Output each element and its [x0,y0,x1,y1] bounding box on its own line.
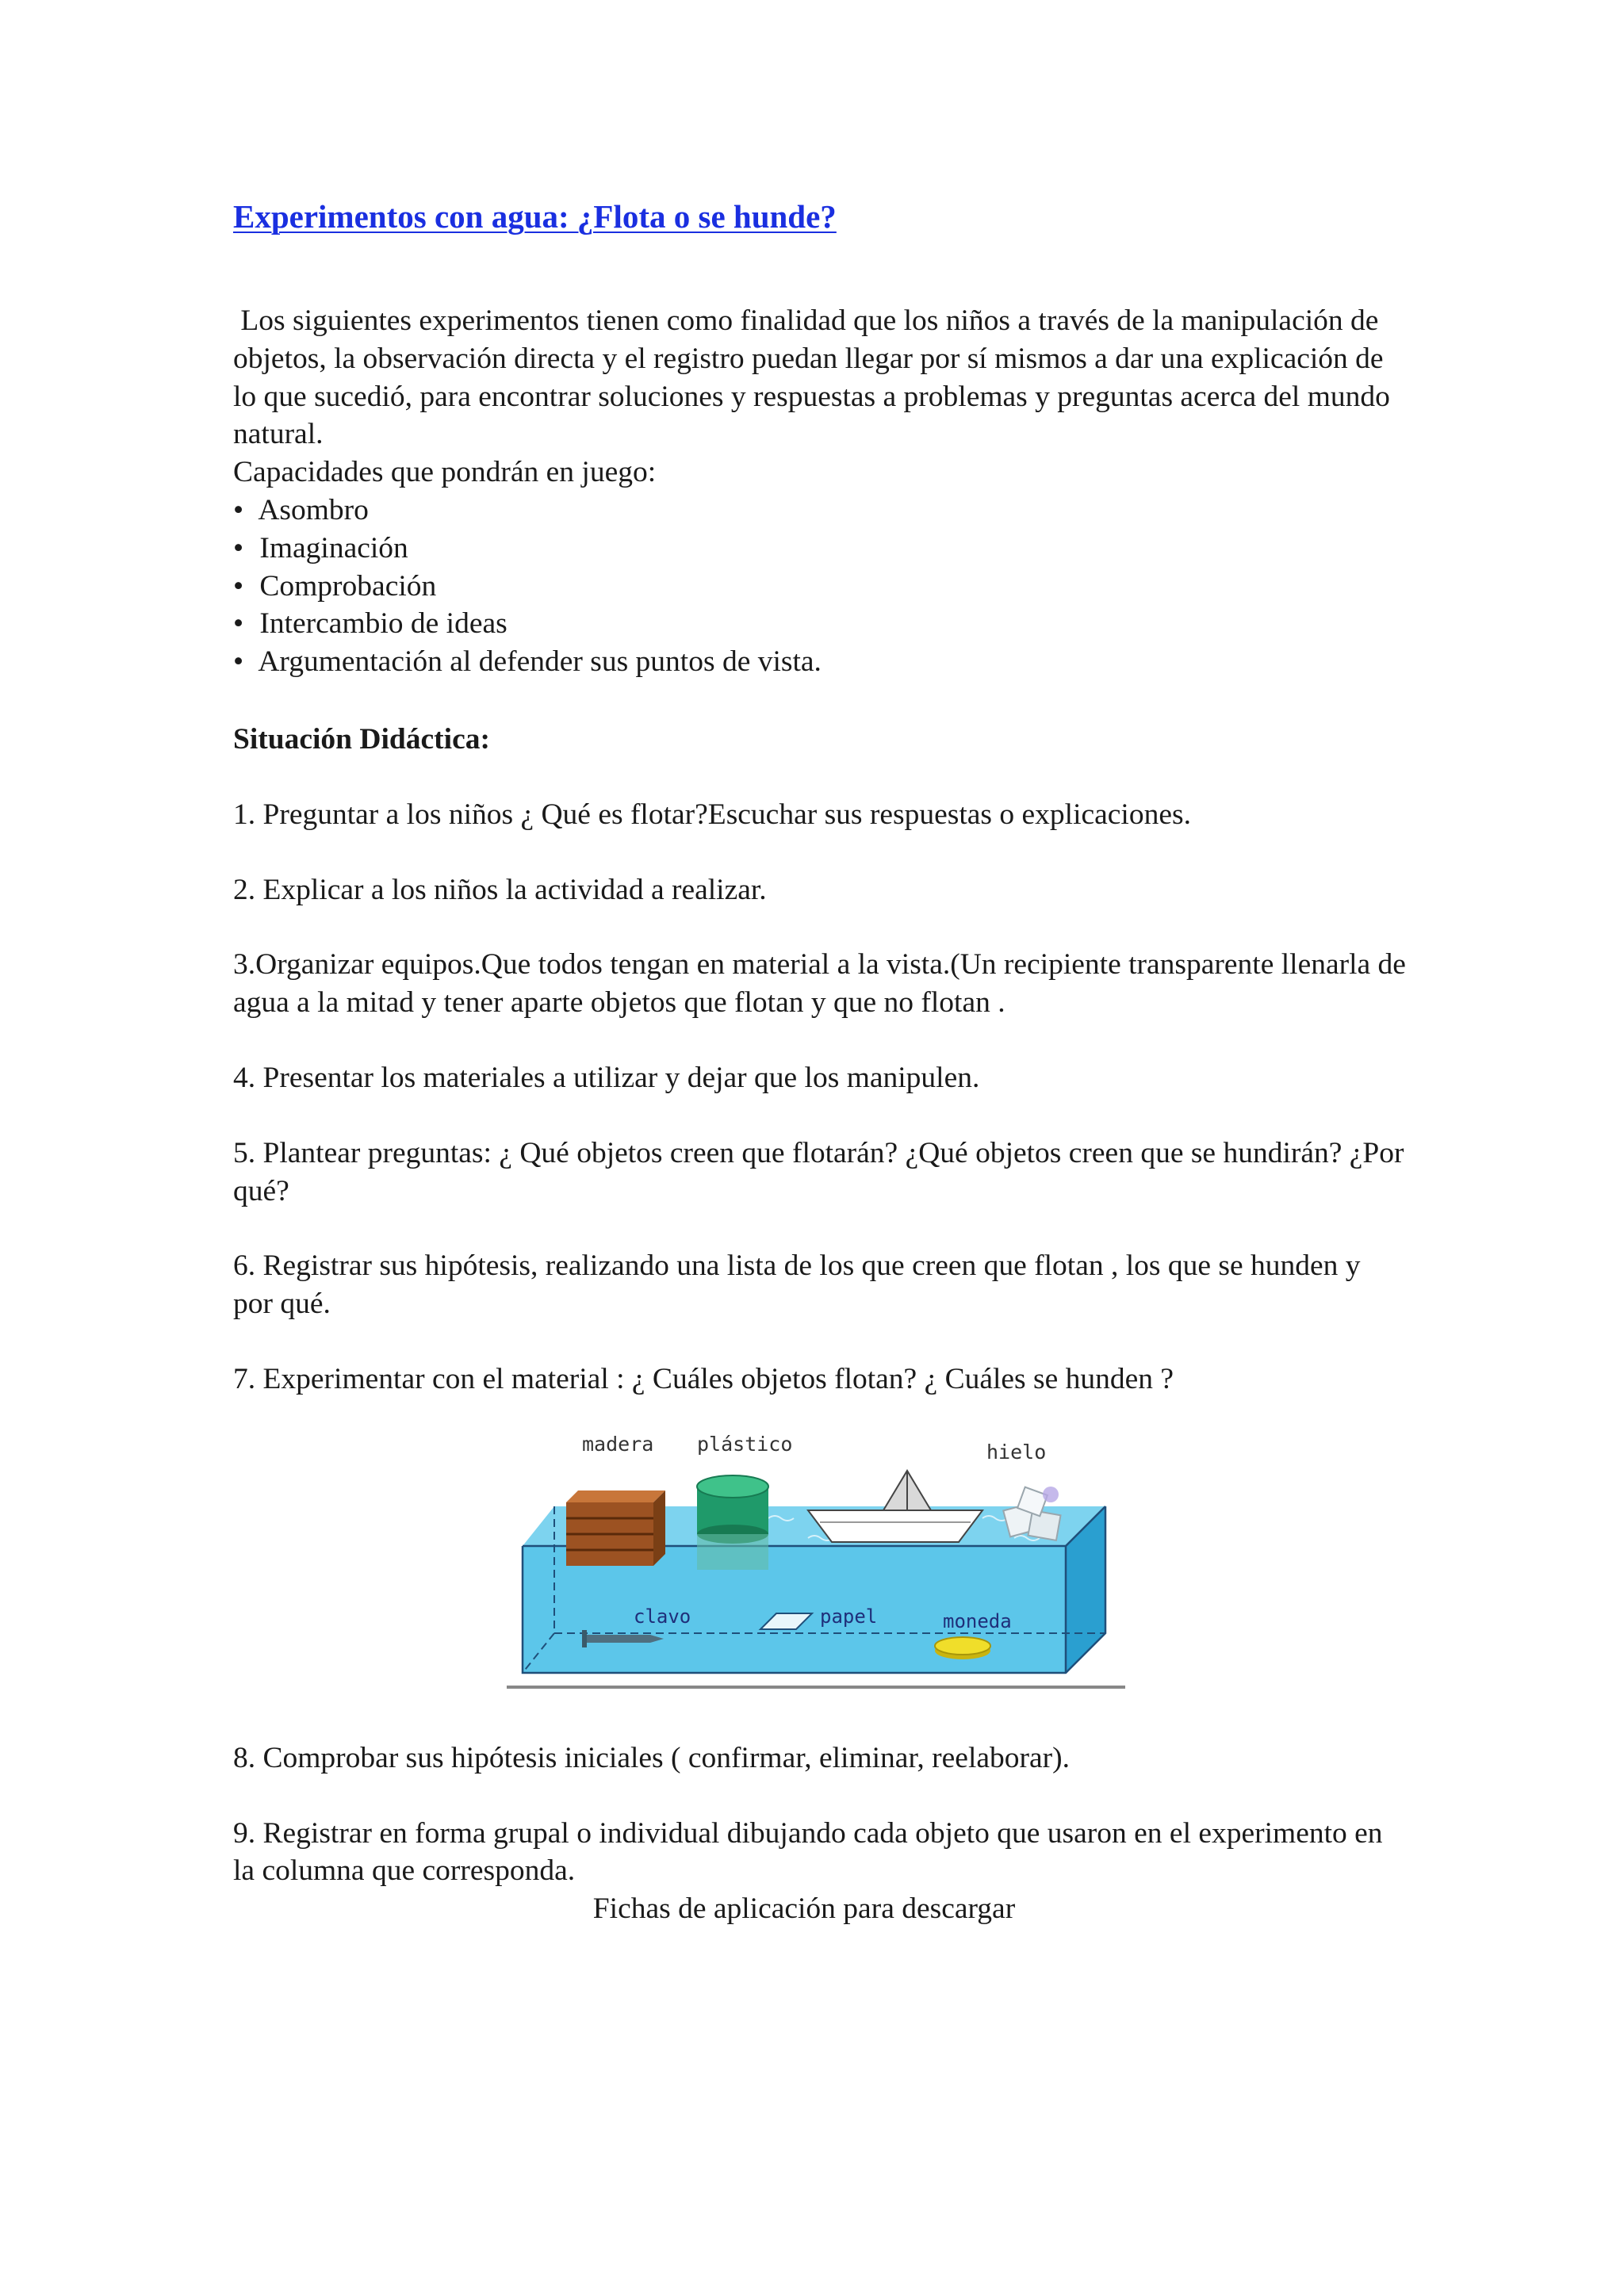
step-item: 2. Explicar a los niños la actividad a realizar. [233,873,767,906]
step-item: 4. Presentar los materiales a utilizar y dejar que los manipulen. [233,1061,980,1094]
capacity-label: Asombro [258,493,369,526]
document-page [233,194,1407,1928]
step-item: 8. Comprobar sus hipótesis iniciales ( confirmar, eliminar, reelaborar). [233,1741,1070,1774]
bullet-icon: • [233,645,244,679]
bullet-icon: • [233,569,244,603]
label-madera: madera [582,1432,654,1456]
label-moneda: moneda [943,1609,1012,1632]
label-clavo: clavo [634,1605,691,1628]
list-item [233,530,1407,568]
capacity-label: Argumentación al defender sus puntos de vista. [258,645,822,679]
step-item: 9. Registrar en forma grupal o individual dibujando cada objeto que usaron en el experimento en la columna que corresponda. [233,1816,1383,1888]
list-item [233,643,1407,681]
step-item: 1. Preguntar a los niños ¿ Qué es flotar?Escuchar sus respuestas o explicaciones. [233,798,1191,831]
intro-section [233,302,1407,681]
label-plastico: plástico [697,1432,793,1456]
bullet-icon: • [233,531,244,564]
float-sink-illustration [233,1419,1407,1689]
list-item [233,605,1407,643]
bullet-icon: • [233,607,244,641]
step-item: 6. Registrar sus hipótesis, realizando una lista de los que creen que flotan , los que se hunden y por qué. [233,1249,1361,1321]
step-item: 3.Organizar equipos.Que todos tengan en material a la vista.(Un recipiente transparente llenarla de agua a la mitad y tener aparte objetos que flotan y que no flotan . [233,948,1406,1020]
step-item: 7. Experimentar con el material : ¿ Cuáles objetos flotan? ¿ Cuáles se hunden ? [233,1362,1174,1395]
coin-icon [935,1637,990,1659]
section-heading: Situación Didáctica: [233,722,490,756]
capacity-label: Comprobación [259,569,437,603]
ice-cubes-icon [1003,1487,1060,1540]
steps-list-continued [233,1739,1407,1890]
capacities-label: Capacidades que pondrán en juego: [233,456,657,489]
step-item: 5. Plantear preguntas: ¿ Qué objetos creen que flotarán? ¿Qué objetos creen que se hundirán? ¿Por qué? [233,1136,1404,1207]
list-item [233,492,1407,530]
water-tank-illustration [507,1419,1125,1689]
label-papel: papel [820,1605,878,1628]
intro-paragraph [233,302,1407,453]
wood-block-icon [566,1490,665,1566]
intro-text: Los siguientes experimentos tienen como finalidad que los niños a través de la manipulación de objetos, la observación directa y el registro puedan llegar por sí mismos a dar una explicación de lo que sucedió, para encontrar soluciones y respuestas a problemas y preguntas acerca del mundo natural. [233,304,1390,451]
capacities-list [233,492,1407,681]
list-item [233,568,1407,606]
steps-list [233,796,1407,1399]
label-hielo: hielo [986,1440,1047,1464]
plastic-cylinder-icon [697,1475,768,1570]
capacity-label: Intercambio de ideas [259,607,508,641]
bullet-icon: • [233,493,244,526]
capacity-label: Imaginación [259,531,408,564]
download-link[interactable]: Fichas de aplicación para descargar [592,1892,1016,1926]
page-title[interactable]: Experimentos con agua: ¿Flota o se hunde? [233,198,837,235]
